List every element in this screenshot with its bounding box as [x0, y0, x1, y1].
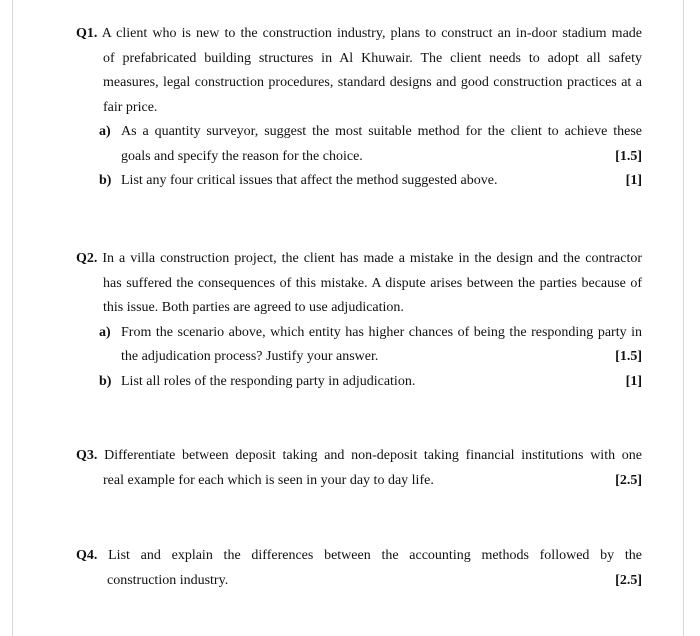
part-b-mark: [1]: [625, 373, 642, 389]
question-1-stem: of prefabricated building structures in Al Khuwair. The client needs to adopt all safety measures, legal construction procedures, standard designs and good construction practices at a fair price.: [103, 50, 642, 115]
question-3-number: Q3.: [76, 448, 98, 463]
question-3: [76, 444, 642, 493]
part-a-text: From the scenario above, which entity has higher chances of being the responding party in: [121, 324, 642, 340]
part-a-text-cont: goals and specify the reason for the choice.: [121, 148, 363, 164]
question-1-part-b: [76, 169, 642, 194]
question-2-stem: has suffered the consequences of this mistake. A dispute arises between the parties because of this issue. Both parties are agreed to use adjudication.: [103, 275, 642, 315]
question-4-stem-line1: Q4. List and explain the differences between the accounting methods followed by the: [76, 548, 642, 563]
part-a-mark: [1.5]: [615, 349, 642, 364]
question-4-number: Q4.: [76, 548, 98, 563]
question-1-part-a: [76, 120, 642, 169]
question-2-part-b: [76, 370, 642, 395]
question-2-number: Q2.: [76, 251, 98, 266]
question-1-stem-line1: Q1. A client who is new to the construction industry, plans to construct an in-door stadium made: [76, 26, 642, 41]
part-b-label: b): [99, 173, 112, 188]
part-b-mark: [1]: [625, 173, 642, 188]
part-b-label: b): [99, 373, 112, 389]
part-b-text: List any four critical issues that affect the method suggested above.: [121, 173, 498, 188]
part-b-text: List all roles of the responding party in adjudication.: [121, 373, 416, 389]
question-2-part-a: [76, 321, 642, 370]
question-1-number: Q1.: [76, 26, 98, 41]
question-4-stem-line2: construction industry.: [107, 572, 229, 588]
question-3-stem-line1: Q3. Differentiate between deposit taking and non-deposit taking financial institutions with one: [76, 448, 642, 463]
part-a-label: a): [99, 324, 111, 340]
part-a-mark: [1.5]: [615, 148, 642, 164]
question-2-stem-line1: Q2. In a villa construction project, the client has made a mistake in the design and the contractor: [76, 251, 642, 266]
question-2: [76, 247, 642, 394]
question-3-stem-line2: real example for each which is seen in your day to day life.: [103, 472, 434, 488]
part-a-label: a): [99, 124, 111, 139]
question-4: [76, 544, 642, 593]
question-1: [76, 22, 642, 194]
part-a-text: As a quantity surveyor, suggest the most suitable method for the client to achieve these: [121, 124, 642, 139]
question-4-mark: [2.5]: [615, 572, 642, 588]
part-a-text-cont: the adjudication process? Justify your answer.: [121, 349, 379, 364]
question-3-mark: [2.5]: [615, 472, 642, 488]
